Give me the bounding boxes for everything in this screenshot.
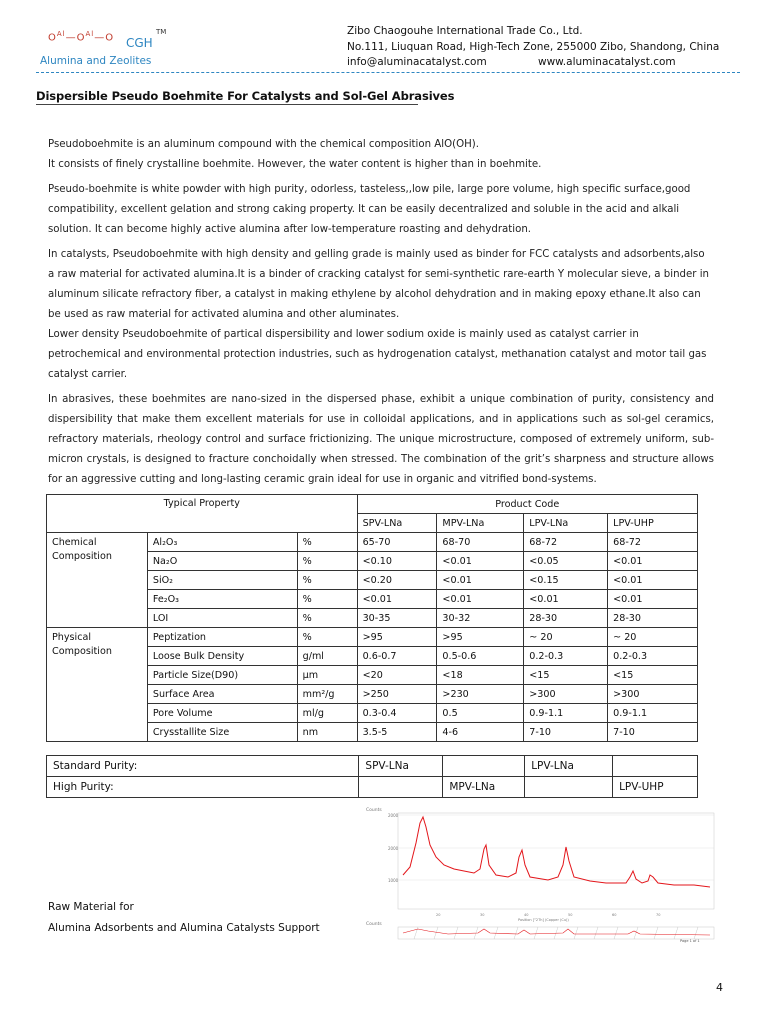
company-address: No.111, Liuquan Road, High-Tech Zone, 255000 Zibo, Shandong, China [347,40,720,53]
property-value: >95 [437,628,524,647]
property-value: 3.5-5 [357,723,437,742]
property-value: <0.01 [524,590,608,609]
purity-empty-cell [443,756,525,777]
property-unit: % [297,590,357,609]
code-header: SPV-LNa [357,514,437,533]
company-contact [347,55,747,71]
counts-label: Counts [366,808,382,813]
body-text [48,135,714,495]
property-name: Crysstallite Size [147,723,297,742]
property-value: 30-35 [357,609,437,628]
x-tick-label: 20 [436,913,441,917]
property-value: 68-72 [608,533,698,552]
header-divider [36,72,740,73]
property-value: <0.01 [608,590,698,609]
typical-property-header: Typical Property [47,495,358,533]
xrd-main-line [403,817,710,887]
paragraph-properties: Pseudo-boehmite is white powder with high purity, odorless, tasteless,,low pile, large pore volume, high specific surface,good compatibility, excellent gelation and strong caking property. It can be easily decentralized and soluble in the acid and alkali solution. It can become highly active alumina after low-temperature roasting and dehydration. [48,184,691,235]
property-name: Fe₂O₃ [147,590,297,609]
property-value: 28-30 [608,609,698,628]
property-value: <0.05 [524,552,608,571]
property-name: LOI [147,609,297,628]
property-name: Pore Volume [147,704,297,723]
property-value: <0.01 [357,590,437,609]
company-name: Zibo Chaogouhe International Trade Co., Ltd. [347,25,583,37]
logo-tagline: Alumina and Zeolites [40,55,152,67]
property-unit: g/ml [297,647,357,666]
property-value: <0.01 [437,571,524,590]
paragraph-intro-2: It consists of finely crystalline boehmite. However, the water content is higher than in boehmite. [48,159,542,170]
property-value: >300 [608,685,698,704]
property-name: Loose Bulk Density [147,647,297,666]
table-header-row [47,495,698,514]
property-value: <15 [608,666,698,685]
property-value: 28-30 [524,609,608,628]
page-number: 4 [716,981,723,994]
plot-frame [398,813,714,909]
property-value: <0.15 [524,571,608,590]
company-logo [36,22,176,70]
property-value: 68-72 [524,533,608,552]
property-unit: % [297,609,357,628]
property-unit: % [297,533,357,552]
x-tick-label: 30 [480,913,485,917]
property-unit: nm [297,723,357,742]
property-unit: mm²/g [297,685,357,704]
property-value: 68-70 [437,533,524,552]
property-value: 7-10 [608,723,698,742]
physical-group-label: Physical Composition [47,628,148,742]
property-value: 0.3-0.4 [357,704,437,723]
property-value: >230 [437,685,524,704]
property-value: <0.01 [437,552,524,571]
property-unit: % [297,552,357,571]
table-row [47,533,698,552]
caption-line-1: Raw Material for [48,901,134,913]
property-value: 4-6 [437,723,524,742]
x-tick-label: 70 [656,913,661,917]
property-value: 30-32 [437,609,524,628]
property-value: 0.5 [437,704,524,723]
standard-purity-label: Standard Purity: [47,756,359,777]
property-value: >95 [357,628,437,647]
paragraph-carrier: Lower density Pseudoboehmite of partical dispersibility and lower sodium oxide is mainly used as catalyst carrier in petrochemical and environmental protection industries, such as hydrogenation catalyst, methanation catalyst and motor tail gas catalyst carrier. [48,329,707,380]
code-header: LPV-LNa [524,514,608,533]
table-row [47,756,698,777]
property-value: <0.10 [357,552,437,571]
molecule-icon: $O^{Al}—O^{Al}—O$ [48,30,115,44]
property-value: <15 [524,666,608,685]
y-tick-label: 2000 [388,846,399,851]
property-value: <0.01 [437,590,524,609]
property-name: Al₂O₃ [147,533,297,552]
property-value: >250 [357,685,437,704]
purity-code: SPV-LNa [359,756,443,777]
purity-empty-cell [613,756,698,777]
property-value: <0.01 [608,571,698,590]
paragraph-abrasives: In abrasives, these boehmites are nano-sized in the dispersed phase, exhibit a unique combination of purity, consistency and dispersibility that make them excellent materials for use in colloidal applications, and in applications such as sol-gel ceramics, refractory materials, rheology control and surface frictionizing. The unique microstructure, composed of extremely uniform, sub-micron crystals, is designed to fracture conchoidally when stressed. The combination of the grit’s sharpness and structure allows for an aggressive cutting and long-lasting ceramic grain ideal for use in organic and vitrified bond-systems. [48,394,714,485]
purity-code: LPV-UHP [613,777,698,798]
y-tick-label: 2000 [388,813,399,818]
property-value: <20 [357,666,437,685]
property-value: ~ 20 [524,628,608,647]
company-email[interactable]: info@aluminacatalyst.com [347,56,487,68]
logo-text: CGH [126,36,153,50]
property-value: >300 [524,685,608,704]
property-value: <18 [437,666,524,685]
property-value: 0.9-1.1 [608,704,698,723]
company-info [347,24,747,71]
property-unit: % [297,628,357,647]
property-value: 0.5-0.6 [437,647,524,666]
property-name: Particle Size(D90) [147,666,297,685]
x-tick-label: 60 [612,913,617,917]
title-block [36,89,454,103]
property-value: ~ 20 [608,628,698,647]
chemical-group-label: Chemical Composition [47,533,148,628]
page-of-label: Page 1 of 1 [680,939,700,943]
purity-empty-cell [525,777,613,798]
code-header: MPV-LNa [437,514,524,533]
property-name: Na₂O [147,552,297,571]
paragraph-intro-1: Pseudoboehmite is an aluminum compound with the chemical composition AlO(OH). [48,139,479,150]
purity-code: LPV-LNa [525,756,613,777]
property-name: Peptization [147,628,297,647]
code-header: LPV-UHP [608,514,698,533]
high-purity-label: High Purity: [47,777,359,798]
title-underline [36,104,418,105]
property-table [46,494,698,742]
x-axis-label: Position [°2Th] (Copper (Cu)) [518,918,569,922]
trademark-mark: TM [156,28,167,36]
x-tick-label: 40 [524,913,529,917]
company-website[interactable]: www.aluminacatalyst.com [538,56,676,68]
figure-caption [48,897,320,939]
property-value: 0.2-0.3 [524,647,608,666]
counts-label-lower: Counts [366,922,382,927]
property-name: Surface Area [147,685,297,704]
property-value: 0.6-0.7 [357,647,437,666]
property-value: 65-70 [357,533,437,552]
table-row [47,777,698,798]
x-tick-label: 50 [568,913,573,917]
purity-code: MPV-LNa [443,777,525,798]
property-value: <0.01 [608,552,698,571]
page-title: Dispersible Pseudo Boehmite For Catalysts and Sol-Gel Abrasives [36,89,455,103]
product-code-header: Product Code [357,495,697,514]
table-row [47,628,698,647]
property-value: 0.9-1.1 [524,704,608,723]
caption-line-2: Alumina Adsorbents and Alumina Catalysts Support [48,922,320,934]
y-tick-label: 1000 [388,878,399,883]
property-unit: % [297,571,357,590]
property-unit: μm [297,666,357,685]
property-value: 7-10 [524,723,608,742]
paragraph-catalysts: In catalysts, Pseudoboehmite with high density and gelling grade is mainly used as binder for FCC catalysts and adsorbents,also a raw material for activated alumina.It is a binder of cracking catalyst for semi-synthetic rare-earth Y molecular sieve, a binder in aluminum silicate refractory fiber, a catalyst in making ethylene by alcohol dehydration and in making epoxy ethane.It also can be used as raw material for activated alumina and other aluminates. [48,249,709,320]
purity-empty-cell [359,777,443,798]
purity-table [46,755,698,798]
xrd-pattern-figure [358,805,720,943]
property-value: <0.20 [357,571,437,590]
property-unit: ml/g [297,704,357,723]
property-value: 0.2-0.3 [608,647,698,666]
property-name: SiO₂ [147,571,297,590]
